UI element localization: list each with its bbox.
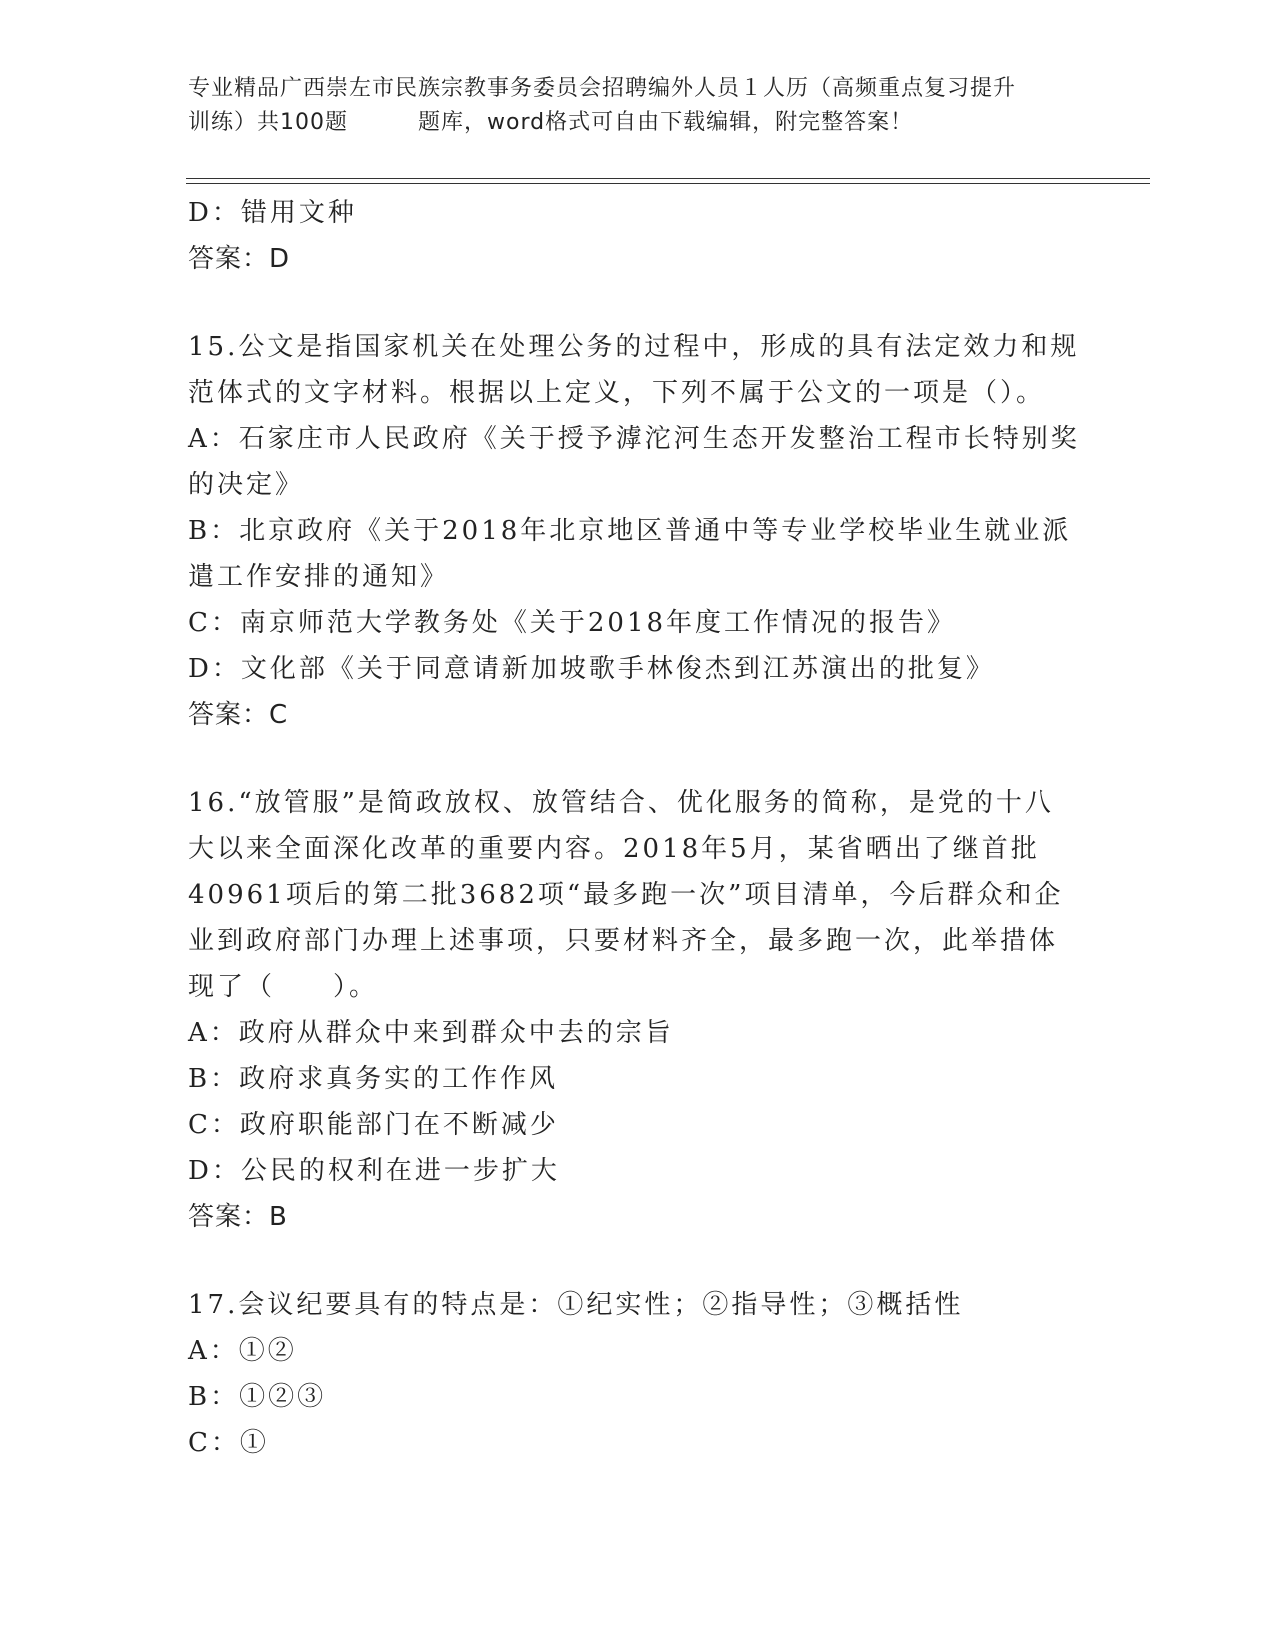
- header-divider-top: [186, 178, 1150, 179]
- question-text-line: 大以来全面深化改革的重要内容。2018年5月，某省晒出了继首批: [188, 834, 1040, 864]
- header-divider-bottom: [186, 183, 1150, 184]
- header-title-line-2: [188, 106, 1088, 140]
- option-b: B：政府求真务实的工作作风: [188, 1064, 559, 1094]
- option-a: A：①②: [188, 1336, 297, 1366]
- answer: 答案：C: [188, 700, 289, 730]
- page-header: [188, 72, 1088, 140]
- question-text-line: 范体式的文字材料。根据以上定义，下列不属于公文的一项是（）。: [188, 378, 1046, 408]
- question-16: [188, 780, 1088, 1240]
- question-text-line: 40961项后的第二批3682项“最多跑一次”项目清单，今后群众和企: [188, 880, 1064, 910]
- option-c: C：政府职能部门在不断减少: [188, 1110, 559, 1140]
- option-a-continued: 的决定》: [188, 470, 305, 500]
- question-text-line: 现了（ ）。: [188, 972, 379, 1002]
- header-title-line-2-left: 训练）共100题: [188, 110, 348, 135]
- option-b: B：北京政府《关于2018年北京地区普通中等专业学校毕业生就业派: [188, 516, 1072, 546]
- option-c: C：南京师范大学教务处《关于2018年度工作情况的报告》: [188, 608, 957, 638]
- question-15: [188, 324, 1088, 738]
- option-d: D：错用文种: [188, 198, 357, 228]
- option-d: D：文化部《关于同意请新加坡歌手林俊杰到江苏演出的批复》: [188, 654, 995, 684]
- option-a: A：石家庄市人民政府《关于授予滹沱河生态开发整治工程市长特别奖: [188, 424, 1080, 454]
- question-17: [188, 1282, 1088, 1466]
- option-a: A：政府从群众中来到群众中去的宗旨: [188, 1018, 674, 1048]
- header-title-line-1: 专业精品广西崇左市民族宗教事务委员会招聘编外人员１人历（高频重点复习提升: [188, 76, 1017, 101]
- option-b: B：①②③: [188, 1382, 327, 1412]
- document-body: [188, 190, 1088, 1466]
- answer: 答案：D: [188, 244, 291, 274]
- header-title-line-2-right: 题库，word格式可自由下载编辑，附完整答案！: [418, 110, 914, 135]
- question-text-line: 业到政府部门办理上述事项，只要材料齐全，最多跑一次，此举措体: [188, 926, 1059, 956]
- answer: 答案：B: [188, 1202, 288, 1232]
- question-text-line: 15.公文是指国家机关在处理公务的过程中，形成的具有法定效力和规: [188, 332, 1080, 362]
- question-text-line: 17.会议纪要具有的特点是：①纪实性；②指导性；③概括性: [188, 1290, 964, 1320]
- option-c: C：①: [188, 1428, 269, 1458]
- option-b-continued: 遣工作安排的通知》: [188, 562, 450, 592]
- option-d: D：公民的权利在进一步扩大: [188, 1156, 560, 1186]
- question-text-line: 16.“放管服”是简政放权、放管结合、优化服务的简称，是党的十八: [188, 788, 1054, 818]
- previous-question-tail: [188, 190, 1088, 282]
